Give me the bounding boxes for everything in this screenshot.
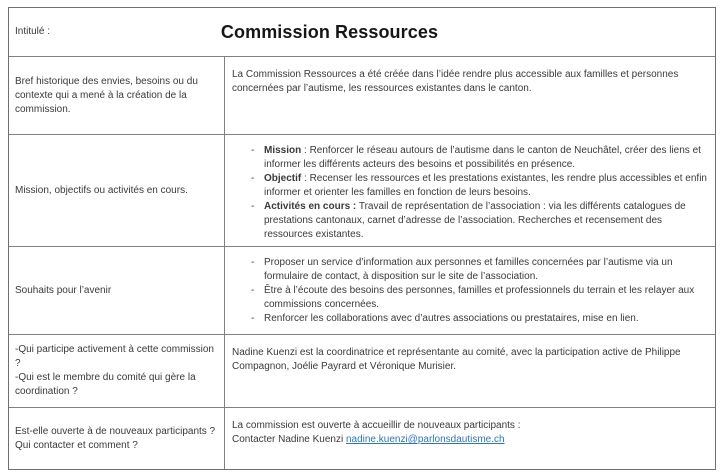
bullet-bold: Mission	[264, 145, 302, 156]
row-label-contact	[9, 408, 225, 469]
row-content-souhaits	[225, 247, 715, 334]
row-label-historique	[9, 57, 225, 134]
bullet-dash: -	[251, 257, 255, 268]
list-item	[251, 144, 709, 172]
title-label: Intitulé :	[15, 26, 51, 37]
contact-line-2	[232, 433, 709, 447]
bullet-text: Être à l’écoute des besoins des personnes, familles et professionnels du terrain et les relayer aux commissions concernées.	[264, 285, 695, 310]
table-row-historique	[9, 56, 715, 134]
row-label-mission	[9, 135, 225, 246]
row-content-participants	[225, 335, 715, 407]
list-item	[251, 284, 709, 312]
table-row-title	[9, 8, 715, 56]
row-content-text: Nadine Kuenzi est la coordinatrice et représentante au comité, avec la participation active de Philippe Compagnon, Joélie Payrard et Véronique Murisier.	[232, 347, 681, 372]
list-item	[251, 172, 709, 200]
bullet-rest: : Recenser les ressources et les prestations existantes, les rendre plus accessibles et enfin informer et orienter les familles en fonction de leurs besoins.	[264, 173, 707, 198]
table-row-mission	[9, 134, 715, 246]
bullet-dash: -	[251, 145, 255, 156]
row-label-line: -Qui est le membre du comité qui gère la coordination ?	[15, 372, 196, 397]
bullet-dash: -	[251, 201, 255, 212]
bullet-text: Renforcer les collaborations avec d’autres associations ou prestataires, mise en lien.	[264, 313, 639, 324]
contact-prefix: Contacter Nadine Kuenzi	[232, 434, 346, 445]
bullet-rest: Travail de représentation de l’association : via les différents catalogues de prestations cantonaux, carnet d’adresse de l’association. Recherches et recensement des ressources existantes.	[264, 201, 686, 240]
row-label-line: Qui contacter et comment ?	[15, 439, 138, 451]
row-content-text: La Commission Ressources a été créée dans l’idée rendre plus accessible aux familles et personnes concernées par l’autisme, les ressources existantes dans le canton.	[232, 69, 679, 94]
list-item	[251, 312, 709, 326]
row-label-souhaits	[9, 247, 225, 334]
bullet-text	[264, 172, 709, 200]
bullet-rest: : Renforcer le réseau autours de l’autisme dans le canton de Neuchâtel, créer des liens et informer les différents acteurs des besoins et possibilités en présence.	[264, 145, 701, 170]
contact-line-1: La commission est ouverte à accueillir de nouveaux participants :	[232, 420, 521, 431]
bullet-bold: Activités en cours :	[264, 201, 357, 212]
row-content-mission	[225, 135, 715, 246]
row-content-historique	[225, 57, 715, 134]
bullet-text	[264, 200, 709, 242]
row-content-contact	[225, 408, 715, 469]
bullet-dash: -	[251, 285, 255, 296]
bullet-bold: Objectif	[264, 173, 302, 184]
table-row-souhaits	[9, 246, 715, 334]
table-row-participants	[9, 334, 715, 407]
mission-bullet-list	[232, 144, 709, 242]
row-label-text: Mission, objectifs ou activités en cours.	[15, 184, 188, 196]
souhaits-bullet-list	[232, 256, 709, 326]
bullet-dash: -	[251, 313, 255, 324]
bullet-text: Proposer un service d’information aux personnes et familles concernées par l’autisme via un formulaire de contact, à disposition sur le site de l’association.	[264, 257, 673, 282]
table-row-contact	[9, 407, 715, 469]
row-label-line: Est-elle ouverte à de nouveaux participants ?	[15, 425, 216, 437]
row-label-text: Souhaits pour l’avenir	[15, 284, 112, 296]
list-item	[251, 200, 709, 242]
page-title: Commission Ressources	[220, 22, 439, 42]
row-label-line: -Qui participe activement à cette commission ?	[15, 344, 214, 369]
title-label-cell	[9, 8, 225, 56]
bullet-text	[264, 144, 709, 172]
row-label-participants	[9, 335, 225, 407]
bullet-dash: -	[251, 173, 255, 184]
commission-table	[8, 7, 716, 470]
list-item	[251, 256, 709, 284]
email-link[interactable]: nadine.kuenzi@parlonsdautisme.ch	[345, 434, 505, 445]
row-label-text: Bref historique des envies, besoins ou du contexte qui a mené à la création de la commission.	[15, 75, 198, 115]
